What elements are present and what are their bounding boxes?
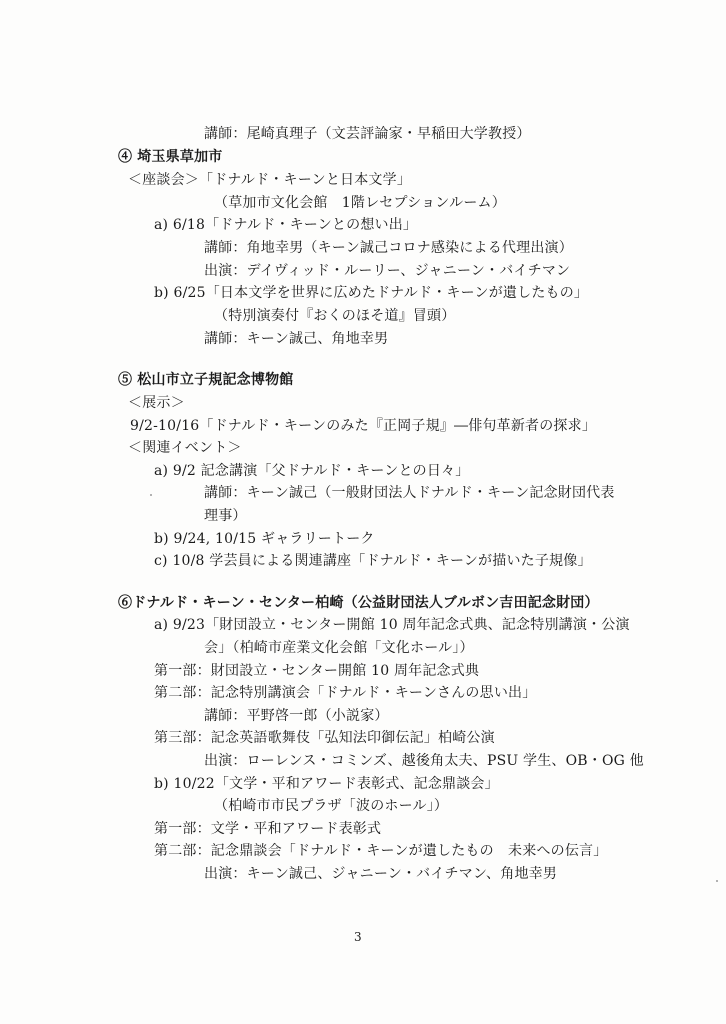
text-line: （柏崎市市民プラザ「波のホール」）: [214, 798, 449, 814]
section-heading-kashiwazaki: ⑥ドナルド・キーン・センター柏崎（公益財団法人ブルボン吉田記念財団）: [118, 595, 599, 611]
text-line: 出演：デイヴィッド・ルーリー、ジャニーン・バイチマン: [204, 263, 571, 279]
section-heading-saitama: ④ 埼玉県草加市: [118, 149, 223, 165]
text-line: b) 9/24, 10/15 ギャラリートーク: [154, 531, 375, 547]
text-line: 第二部：記念鼎談会「ドナルド・キーンが遺したもの 未来への伝言」: [154, 843, 608, 859]
text-line: 出演：キーン誠己、ジャニーン・バイチマン、角地幸男: [204, 866, 558, 882]
text-line: （草加市文化会館 1階レセプションルーム）: [214, 195, 506, 211]
text-line: 第一部：文学・平和アワード表彰式: [154, 821, 382, 837]
text-line: 第一部：財団設立・センター開館 10 周年記念式典: [154, 663, 480, 679]
text-line: 会」（柏崎市産業文化会館「文化ホール」）: [204, 640, 474, 656]
text-line: a) 9/23「財団設立・センター開館 10 周年記念式典、記念特別講演・公演: [154, 617, 630, 633]
text-line: 講師：角地幸男（キーン誠己コロナ感染による代理出演）: [204, 240, 573, 256]
text-line: c) 10/8 学芸員による関連講座「ドナルド・キーンが描いた子規像」: [154, 553, 592, 569]
text-line: 第二部：記念特別講演会「ドナルド・キーンさんの思い出」: [154, 685, 537, 701]
text-line: 講師：キーン誠己（一般財団法人ドナルド・キーン記念財団代表: [204, 485, 615, 501]
text-line: 講師：キーン誠己、角地幸男: [204, 331, 389, 347]
page-number: 3: [354, 930, 362, 944]
text-line: ＜関連イベント＞: [128, 440, 242, 456]
text-line: 講師：尾崎真理子（文芸評論家・早稲田大学教授）: [204, 126, 531, 142]
text-line: 出演：ローレンス・コミンズ、越後角太夫、PSU 学生、OB・OG 他: [204, 753, 644, 769]
text-line: b) 10/22「文学・平和アワード表彰式、記念鼎談会」: [154, 776, 499, 792]
text-line: b) 6/25「日本文学を世界に広めたドナルド・キーンが遺したもの」: [154, 285, 589, 301]
text-line: a) 9/2 記念講演「父ドナルド・キーンとの日々」: [154, 463, 470, 479]
scan-speck: [716, 880, 718, 882]
text-line: ＜座談会＞「ドナルド・キーンと日本文学」: [128, 172, 412, 188]
text-line: 9/2-10/16「ドナルド・キーンのみた『正岡子規』―俳句革新者の探求」: [130, 418, 597, 434]
scan-speck: [150, 494, 152, 496]
text-line: a) 6/18「ドナルド・キーンとの想い出」: [154, 217, 418, 233]
text-line: 第三部：記念英語歌舞伎「弘知法印御伝記」柏崎公演: [154, 730, 495, 746]
section-heading-matsuyama: ⑤ 松山市立子規記念博物館: [118, 372, 294, 388]
text-line: ＜展示＞: [128, 395, 185, 411]
text-line: 講師：平野啓一郎（小説家）: [204, 708, 389, 724]
text-line: 理事）: [204, 508, 247, 524]
text-line: （特別演奏付『おくのほそ道』冒頭）: [214, 308, 456, 324]
